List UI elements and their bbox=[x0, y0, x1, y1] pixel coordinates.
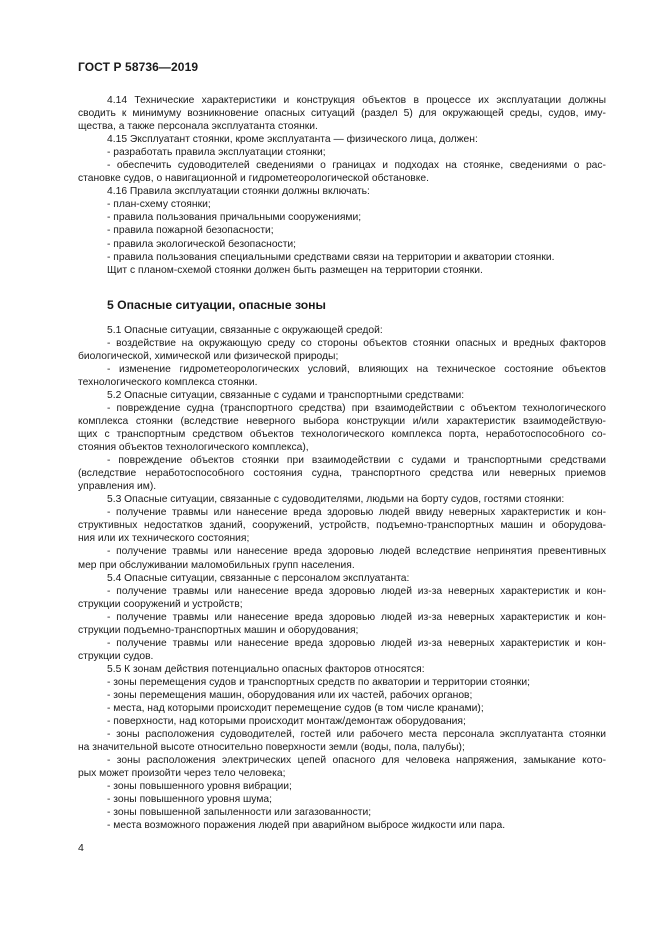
text-line: - получение травмы или нанесение вреда здоровью людей из-за неверных характеристик и кон- bbox=[107, 637, 606, 649]
text-line: - получение травмы или нанесение вреда здоровью людей из-за неверных характеристик и кон- bbox=[107, 585, 606, 597]
text-line: 4.16 Правила эксплуатации стоянки должны включать: bbox=[107, 186, 370, 198]
text-line: - правила пользования причальными сооружениями; bbox=[107, 212, 362, 224]
text-line: - обеспечить судоводителей сведениями о границах и подходах на стоянке, сведениями о рас- bbox=[107, 160, 606, 172]
text-line: струкции сооружений и устройств; bbox=[78, 598, 243, 610]
text-line: - получение травмы или нанесение вреда здоровью людей ввиду неверных характеристик и кон- bbox=[107, 507, 606, 519]
text-line: (вследствие неработоспособного состояния судна, транспортного средства или неверных приемов bbox=[78, 468, 606, 480]
section-heading: 5 Опасные ситуации, опасные зоны bbox=[107, 297, 326, 312]
text-line: - места, над которыми происходит перемещение судов (в том числе кранами); bbox=[107, 703, 484, 715]
text-line: технологического комплекса стоянки. bbox=[78, 376, 258, 388]
text-line: - повреждение судна (транспортного средства) при взаимодействии с объектом технологического bbox=[107, 402, 606, 414]
text-line: - зоны расположения электрических цепей опасного для человека напряжения, замыкание кото- bbox=[107, 755, 606, 767]
text-line: - план-схему стоянки; bbox=[107, 199, 211, 211]
text-line: щих с транспортным средством объектов технологического комплекса порта, неработоспособного со- bbox=[78, 429, 606, 441]
text-line: - получение травмы или нанесение вреда здоровью людей вследствие непринятия превентивных bbox=[107, 546, 606, 558]
text-line: 4.14 Технические характеристики и конструкция объектов в процессе их эксплуатации должны bbox=[107, 95, 606, 106]
text-line: - правила экологической безопасности; bbox=[107, 238, 297, 250]
text-line: 5.5 К зонам действия потенциально опасных факторов относятся: bbox=[107, 663, 425, 675]
text-line: - разработать правила эксплуатации стоянки; bbox=[107, 147, 326, 159]
text-line: 5.3 Опасные ситуации, связанные с судоводителями, людьми на борту судов, гостями стоянки: bbox=[107, 494, 565, 506]
text-line: - правила пожарной безопасности; bbox=[107, 225, 274, 237]
text-line: - места возможного поражения людей при аварийном выбросе жидкости или пара. bbox=[107, 820, 506, 832]
text-line: управления им). bbox=[78, 481, 157, 493]
text-line: - зоны перемещения судов и транспортных средств по акватории и территории стоянки; bbox=[107, 676, 531, 688]
text-line: 5.2 Опасные ситуации, связанные с судами и транспортными средствами: bbox=[107, 389, 465, 401]
section-4-continuation bbox=[78, 94, 606, 277]
text-line: рых может произойти через тело человека; bbox=[78, 768, 286, 780]
text-line: Щит с планом-схемой стоянки должен быть размещен на территории стоянки. bbox=[107, 264, 483, 276]
text-line: - повреждение объектов стоянки при взаимодействии с судами и транспортными средствами bbox=[107, 455, 606, 467]
text-line: - зоны повышенного уровня вибрации; bbox=[107, 781, 292, 793]
text-line: становке судов, о навигационной и гидрометеорологической обстановке. bbox=[78, 173, 429, 185]
text-line: стояния объектов технологического комплекса), bbox=[78, 442, 309, 454]
text-line: струкции подъемно-транспортных машин и оборудования; bbox=[78, 624, 359, 636]
page-number: 4 bbox=[78, 842, 84, 854]
spacer bbox=[78, 277, 606, 290]
text-line: - получение травмы или нанесение вреда здоровью людей из-за неверных характеристик и кон- bbox=[107, 611, 606, 623]
text-line: биологической, химической или физической природы; bbox=[78, 350, 339, 362]
text-line: структивных недостатков зданий, сооружений, устройств, подъемно-транспортных машин и оборудова- bbox=[78, 520, 606, 532]
text-line: - воздействие на окружающую среду со стороны объектов стоянки опасных и вредных факторов bbox=[107, 337, 606, 349]
document-header: ГОСТ Р 58736—2019 bbox=[78, 60, 199, 74]
text-line: 5.4 Опасные ситуации, связанные с персоналом эксплуатанта: bbox=[107, 572, 410, 584]
text-line: на значительной высоте относительно поверхности земли (воды, пола, палубы); bbox=[78, 742, 465, 754]
text-line: - поверхности, над которыми происходит монтаж/демонтаж оборудования; bbox=[107, 716, 466, 728]
text-line: - зоны повышенного уровня шума; bbox=[107, 794, 272, 806]
text-line: струкции судов. bbox=[78, 650, 154, 662]
text-line: щества, а также персонала эксплуатанта стоянки. bbox=[78, 121, 318, 133]
document-body bbox=[78, 94, 606, 832]
text-line: - зоны расположения судоводителей, гостей или рабочего места персонала эксплуатанта стоянки bbox=[107, 729, 606, 741]
text-line: 5.1 Опасные ситуации, связанные с окружающей средой: bbox=[107, 324, 383, 336]
text-line: - зоны повышенной запыленности или загазованности; bbox=[107, 807, 372, 819]
section-5-body bbox=[78, 324, 606, 833]
text-line: 4.15 Эксплуатант стоянки, кроме эксплуатанта — физического лица, должен: bbox=[107, 134, 478, 146]
text-line: - изменение гидрометеорологических условий, влияющих на техническое состояние объектов bbox=[107, 363, 606, 375]
text-line: комплекса стоянки (вследствие неверного выбора конструкции и/или характеристик взаимодействую- bbox=[78, 415, 606, 427]
text-line: сводить к минимуму возникновение опасных ситуаций (раздел 5) для окружающей среды, судов, иму- bbox=[78, 108, 606, 120]
text-line: мер при обслуживании маломобильных групп населения. bbox=[78, 559, 355, 571]
text-line: - правила пользования специальными средствами связи на территории и акватории стоянки. bbox=[107, 251, 555, 263]
text-line: ния или их технического состояния; bbox=[78, 533, 250, 545]
text-line: - зоны перемещения машин, оборудования или их частей, рабочих органов; bbox=[107, 689, 473, 701]
